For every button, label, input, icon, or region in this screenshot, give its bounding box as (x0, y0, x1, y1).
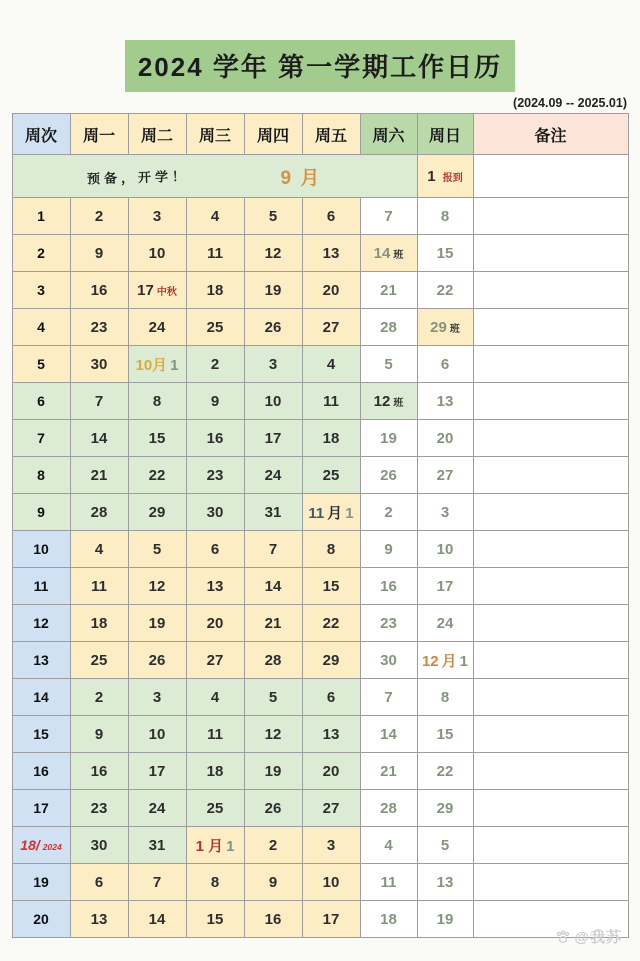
day-cell: 26 (360, 457, 417, 494)
day-cell: 8 (302, 531, 360, 568)
week-number-cell: 18/ 2024 (12, 827, 70, 864)
week-number-cell: 5 (12, 346, 70, 383)
week-number-cell: 15 (12, 716, 70, 753)
day-cell: 20 (302, 272, 360, 309)
col-header-tuesday: 周二 (128, 114, 186, 155)
day-cell: 2 (244, 827, 302, 864)
day-cell: 6 (186, 531, 244, 568)
day-cell: 10月 1 (128, 346, 186, 383)
remark-cell (473, 457, 628, 494)
day-cell: 6 (302, 198, 360, 235)
week-row-17 (12, 790, 628, 827)
day-cell: 28 (360, 790, 417, 827)
day-cell: 16 (360, 568, 417, 605)
remark-cell (473, 155, 628, 198)
day-cell: 18 (302, 420, 360, 457)
week-row-6 (12, 383, 628, 420)
col-header-thursday: 周四 (244, 114, 302, 155)
day-cell: 31 (128, 827, 186, 864)
day-cell: 12 (128, 568, 186, 605)
day-cell: 19 (417, 901, 473, 938)
day-cell: 7 (360, 198, 417, 235)
week-row-3 (12, 272, 628, 309)
day-cell: 28 (244, 642, 302, 679)
day-cell: 19 (128, 605, 186, 642)
remark-cell (473, 605, 628, 642)
day-cell: 14 (360, 716, 417, 753)
day-cell: 11 月 1 (302, 494, 360, 531)
day-cell: 27 (186, 642, 244, 679)
col-header-remarks: 备注 (473, 114, 628, 155)
day-cell: 30 (70, 827, 128, 864)
day-cell: 3 (128, 679, 186, 716)
day-cell: 30 (70, 346, 128, 383)
day-cell: 17 (302, 901, 360, 938)
week-number-cell: 1 (12, 198, 70, 235)
day-cell: 22 (302, 605, 360, 642)
remark-cell (473, 679, 628, 716)
day-cell: 8 (417, 198, 473, 235)
remark-cell (473, 716, 628, 753)
week-number-cell: 17 (12, 790, 70, 827)
day-cell: 13 (186, 568, 244, 605)
day-cell: 1 月 1 (186, 827, 244, 864)
day-cell: 25 (70, 642, 128, 679)
day-cell: 12 班 (360, 383, 417, 420)
remark-cell (473, 235, 628, 272)
day-cell: 13 (302, 235, 360, 272)
week-number-cell: 19 (12, 864, 70, 901)
week-number-cell: 16 (12, 753, 70, 790)
day-cell: 23 (360, 605, 417, 642)
week-number-cell: 11 (12, 568, 70, 605)
day-cell: 16 (70, 272, 128, 309)
day-cell: 17 中秋 (128, 272, 186, 309)
day-cell: 5 (417, 827, 473, 864)
day-cell: 4 (186, 198, 244, 235)
day-cell: 25 (186, 790, 244, 827)
day-cell: 23 (186, 457, 244, 494)
day-cell: 21 (244, 605, 302, 642)
day-cell: 27 (302, 790, 360, 827)
day-cell: 25 (186, 309, 244, 346)
remark-cell (473, 309, 628, 346)
day-cell: 30 (186, 494, 244, 531)
day-cell: 19 (244, 272, 302, 309)
week-row-18 (12, 827, 628, 864)
day-cell: 22 (417, 753, 473, 790)
day-cell: 29 班 (417, 309, 473, 346)
day-cell: 9 (70, 235, 128, 272)
col-header-monday: 周一 (70, 114, 128, 155)
remark-cell (473, 568, 628, 605)
remark-cell (473, 753, 628, 790)
day-cell: 14 班 (360, 235, 417, 272)
remark-cell (473, 383, 628, 420)
september-month-row (12, 155, 628, 198)
day-cell: 2 (360, 494, 417, 531)
day-cell: 13 (417, 383, 473, 420)
week-row-14 (12, 679, 628, 716)
week-number-cell: 9 (12, 494, 70, 531)
day-cell: 10 (128, 235, 186, 272)
day-cell: 7 (128, 864, 186, 901)
day-cell: 5 (360, 346, 417, 383)
day-cell: 19 (244, 753, 302, 790)
day-cell: 5 (244, 679, 302, 716)
paw-icon (555, 929, 571, 945)
day-cell: 3 (417, 494, 473, 531)
day-cell: 16 (186, 420, 244, 457)
remark-cell (473, 642, 628, 679)
day-cell: 10 (128, 716, 186, 753)
remark-cell (473, 272, 628, 309)
week-number-cell: 14 (12, 679, 70, 716)
header-row (12, 114, 628, 155)
day-cell: 6 (417, 346, 473, 383)
day-cell: 18 (70, 605, 128, 642)
day-cell: 3 (302, 827, 360, 864)
report-day-label: 报到 (442, 172, 463, 184)
week-row-15 (12, 716, 628, 753)
day-cell: 22 (417, 272, 473, 309)
day-cell: 17 (417, 568, 473, 605)
week-number-cell: 6 (12, 383, 70, 420)
day-cell: 16 (244, 901, 302, 938)
day-cell: 27 (302, 309, 360, 346)
day-cell: 8 (128, 383, 186, 420)
day-cell: 15 (417, 235, 473, 272)
day-cell: 28 (70, 494, 128, 531)
day-cell: 7 (244, 531, 302, 568)
day-cell: 13 (70, 901, 128, 938)
day-cell: 17 (244, 420, 302, 457)
day-cell: 13 (417, 864, 473, 901)
day-cell: 11 (70, 568, 128, 605)
day-cell: 4 (360, 827, 417, 864)
month-label-september: 9 月 (280, 167, 322, 189)
day-cell: 10 (302, 864, 360, 901)
month-banner-cell (12, 155, 417, 198)
day-cell: 24 (417, 605, 473, 642)
week-number-cell: 20 (12, 901, 70, 938)
week-number-cell: 12 (12, 605, 70, 642)
day-cell: 24 (128, 790, 186, 827)
day-cell: 2 (70, 198, 128, 235)
day-cell: 15 (302, 568, 360, 605)
week-row-7 (12, 420, 628, 457)
week-row-8 (12, 457, 628, 494)
day-cell: 9 (244, 864, 302, 901)
week-row-2 (12, 235, 628, 272)
day-cell: 24 (244, 457, 302, 494)
date-range-subtitle: (2024.09 -- 2025.01) (513, 96, 627, 110)
week-row-1 (12, 198, 628, 235)
day-cell: 18 (360, 901, 417, 938)
day-cell: 6 (302, 679, 360, 716)
day-cell: 7 (70, 383, 128, 420)
col-header-saturday: 周六 (360, 114, 417, 155)
day-cell: 14 (244, 568, 302, 605)
day-cell: 12 月 1 (417, 642, 473, 679)
day-cell: 18 (186, 753, 244, 790)
day-cell: 15 (186, 901, 244, 938)
day-cell: 11 (186, 716, 244, 753)
day-cell: 9 (186, 383, 244, 420)
week-number-cell: 3 (12, 272, 70, 309)
day-cell: 23 (70, 309, 128, 346)
week-row-19 (12, 864, 628, 901)
watermark-text: @我苏 (574, 929, 622, 946)
week-number-cell: 2 (12, 235, 70, 272)
week-row-4 (12, 309, 628, 346)
day-cell: 16 (70, 753, 128, 790)
remark-cell (473, 420, 628, 457)
day-cell: 26 (128, 642, 186, 679)
day-cell: 21 (360, 753, 417, 790)
remark-cell (473, 198, 628, 235)
page-title: 2024 学年 第一学期工作日历 (125, 40, 515, 92)
week-row-20 (12, 901, 628, 938)
day-cell: 12 (244, 235, 302, 272)
week-number-cell: 7 (12, 420, 70, 457)
day-cell: 21 (70, 457, 128, 494)
day-cell: 26 (244, 309, 302, 346)
day-cell: 20 (186, 605, 244, 642)
title-bar (0, 0, 640, 92)
day-cell: 14 (70, 420, 128, 457)
work-calendar-table (12, 113, 629, 938)
day-cell: 20 (417, 420, 473, 457)
day-cell: 29 (417, 790, 473, 827)
day-cell: 12 (244, 716, 302, 753)
day-cell: 26 (244, 790, 302, 827)
day-cell: 31 (244, 494, 302, 531)
remark-cell (473, 346, 628, 383)
week-number-cell: 8 (12, 457, 70, 494)
day-cell: 10 (244, 383, 302, 420)
week-row-11 (12, 568, 628, 605)
day-cell: 5 (244, 198, 302, 235)
report-day-number: 1 (427, 167, 436, 185)
week-number-cell: 13 (12, 642, 70, 679)
week-number-cell: 4 (12, 309, 70, 346)
day-cell: 9 (70, 716, 128, 753)
day-cell: 25 (302, 457, 360, 494)
week-row-13 (12, 642, 628, 679)
remark-cell (473, 494, 628, 531)
day-cell: 11 (302, 383, 360, 420)
week-number-cell: 10 (12, 531, 70, 568)
week-row-9 (12, 494, 628, 531)
day-cell: 4 (70, 531, 128, 568)
col-header-week-number: 周次 (12, 114, 70, 155)
day-cell: 7 (360, 679, 417, 716)
day-cell: 15 (128, 420, 186, 457)
day-cell: 19 (360, 420, 417, 457)
day-cell: 6 (70, 864, 128, 901)
sunday-report-day-cell (417, 155, 473, 198)
handwritten-note: 预备，开学！ (86, 168, 189, 186)
day-cell: 23 (70, 790, 128, 827)
remark-cell (473, 790, 628, 827)
week-row-16 (12, 753, 628, 790)
week-row-12 (12, 605, 628, 642)
day-cell: 28 (360, 309, 417, 346)
day-cell: 5 (128, 531, 186, 568)
day-cell: 17 (128, 753, 186, 790)
day-cell: 10 (417, 531, 473, 568)
week-row-10 (12, 531, 628, 568)
col-header-wednesday: 周三 (186, 114, 244, 155)
day-cell: 22 (128, 457, 186, 494)
day-cell: 15 (417, 716, 473, 753)
day-cell: 30 (360, 642, 417, 679)
day-cell: 18 (186, 272, 244, 309)
col-header-friday: 周五 (302, 114, 360, 155)
day-cell: 2 (70, 679, 128, 716)
day-cell: 21 (360, 272, 417, 309)
day-cell: 9 (360, 531, 417, 568)
day-cell: 2 (186, 346, 244, 383)
remark-cell (473, 864, 628, 901)
calendar-body (12, 155, 628, 938)
day-cell: 14 (128, 901, 186, 938)
col-header-sunday: 周日 (417, 114, 473, 155)
day-cell: 29 (128, 494, 186, 531)
day-cell: 3 (128, 198, 186, 235)
day-cell: 11 (360, 864, 417, 901)
day-cell: 11 (186, 235, 244, 272)
day-cell: 27 (417, 457, 473, 494)
remark-cell (473, 827, 628, 864)
day-cell: 4 (302, 346, 360, 383)
day-cell: 8 (186, 864, 244, 901)
day-cell: 3 (244, 346, 302, 383)
week-row-5 (12, 346, 628, 383)
day-cell: 29 (302, 642, 360, 679)
remark-cell (473, 531, 628, 568)
day-cell: 20 (302, 753, 360, 790)
day-cell: 8 (417, 679, 473, 716)
day-cell: 13 (302, 716, 360, 753)
day-cell: 4 (186, 679, 244, 716)
watermark (555, 926, 622, 947)
day-cell: 24 (128, 309, 186, 346)
